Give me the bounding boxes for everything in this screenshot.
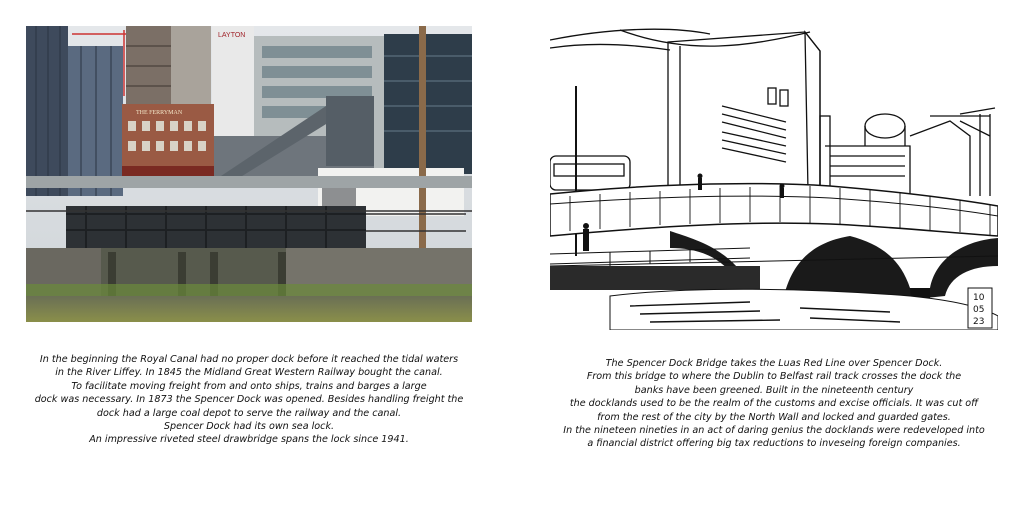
right-caption-line: a financial district offering big tax reductions to inveseing foreign companies. bbox=[587, 438, 961, 450]
right-caption-line: The Spencer Dock Bridge takes the Luas Red Line over Spencer Dock. bbox=[605, 358, 943, 369]
spencer-dock-photo bbox=[26, 26, 472, 322]
pub-sign: THE FERRYMAN bbox=[136, 110, 183, 116]
right-caption bbox=[550, 357, 998, 451]
right-caption-line: From this bridge to where the Dublin to Belfast rail track crosses the dock the bbox=[586, 371, 962, 383]
left-caption-line: In the beginning the Royal Canal had no proper dock before it reached the tidal waters bbox=[39, 354, 459, 365]
spencer-dock-bridge-sketch bbox=[550, 26, 998, 330]
lamp-pole bbox=[419, 26, 426, 251]
steel-drawbridge bbox=[66, 206, 366, 248]
canal-embankment bbox=[550, 266, 760, 290]
glass-building-right bbox=[384, 34, 472, 174]
dock-water bbox=[26, 296, 472, 322]
left-caption-line: To facilitate moving freight from and onto ships, trains and barges a large bbox=[71, 380, 427, 392]
left-caption bbox=[26, 353, 472, 447]
left-caption-line: in the River Liffey. In 1845 the Midland Great Western Railway bought the canal. bbox=[55, 367, 443, 379]
left-caption-line: An impressive riveted steel drawbridge spans the lock since 1941. bbox=[89, 434, 409, 446]
date-year: 23 bbox=[973, 317, 985, 327]
left-caption-line: dock was necessary. In 1873 the Spencer Dock was opened. Besides handling freight the bbox=[34, 394, 464, 406]
right-caption-line: banks have been greened. Built in the nineteenth century bbox=[634, 384, 914, 396]
right-caption-line: In the nineteen nineties in an act of daring genius the docklands were redeveloped into bbox=[563, 425, 985, 437]
right-caption-line: from the rest of the city by the North Wall and locked and guarded gates. bbox=[597, 411, 951, 423]
left-caption-line: Spencer Dock had its own sea lock. bbox=[163, 421, 335, 433]
sketch-illustration bbox=[550, 26, 998, 330]
right-caption-line: the docklands used to be the realm of the customs and excise officials. It was cut off bbox=[569, 398, 979, 410]
left-caption-line: dock had a large coal depot to serve the railway and the canal. bbox=[96, 407, 402, 419]
date-day: 10 bbox=[973, 293, 985, 303]
date-stamp bbox=[968, 288, 992, 328]
layton-sign: LAYTON bbox=[218, 32, 246, 39]
date-month: 05 bbox=[973, 305, 985, 315]
photo-illustration bbox=[26, 26, 472, 322]
glass-building-left bbox=[26, 26, 68, 196]
